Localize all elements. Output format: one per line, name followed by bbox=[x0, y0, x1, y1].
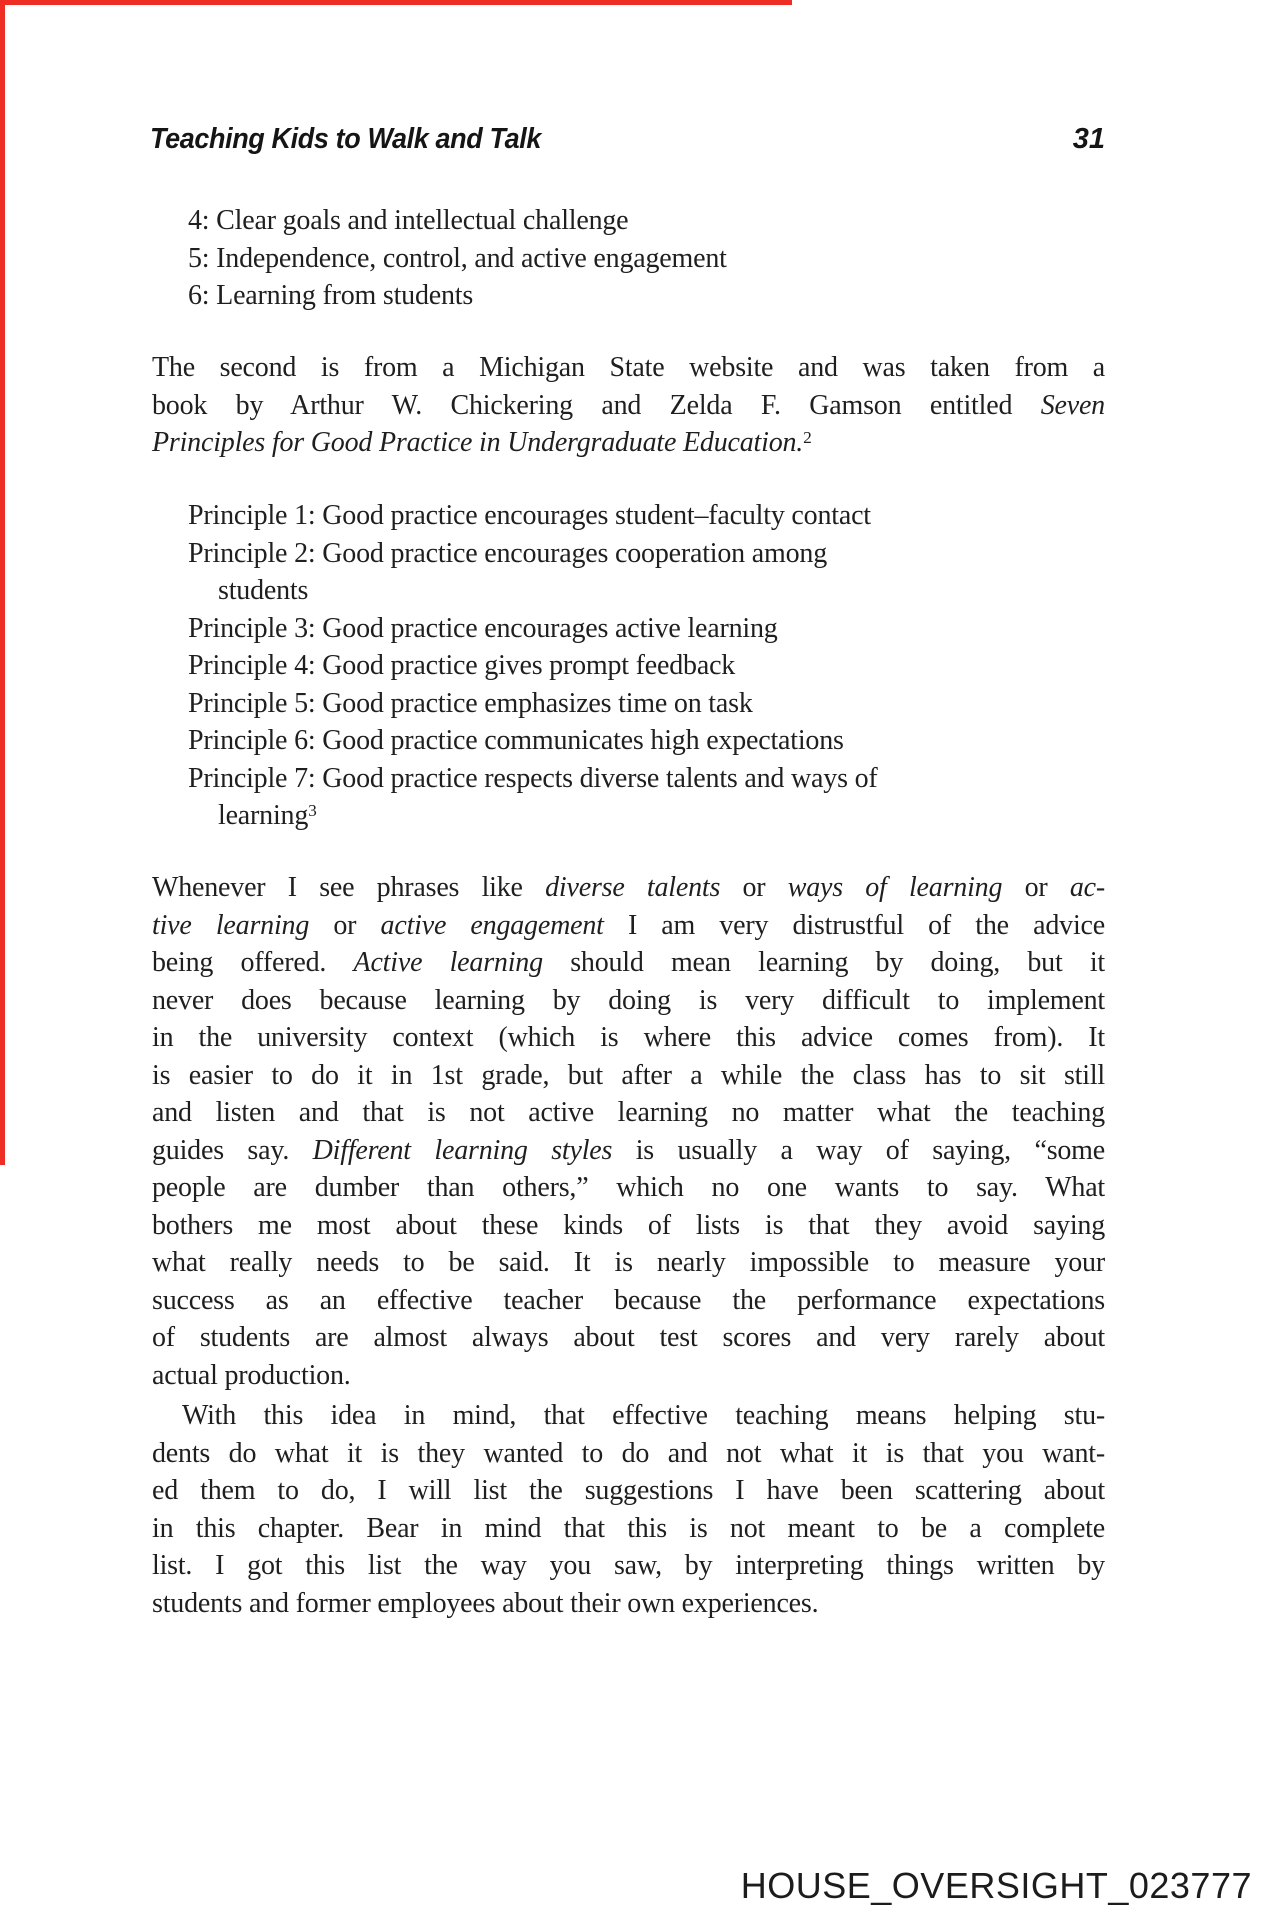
text-line bbox=[188, 202, 1105, 240]
footnote-reference: 3 bbox=[308, 801, 317, 821]
closing-para bbox=[152, 1397, 1105, 1622]
text-segment: dents do what it is they wanted to do and not what it is that you want- bbox=[152, 1437, 1105, 1469]
text-segment: 6: Learning from students bbox=[188, 280, 474, 311]
text-line bbox=[152, 1057, 1105, 1095]
text-line bbox=[152, 349, 1105, 387]
text-segment: Principle 2: Good practice encourages cooperation among bbox=[188, 537, 827, 569]
scan-border-left-line bbox=[0, 0, 5, 1165]
text-segment: active engagement bbox=[380, 909, 604, 941]
text-segment: is usually a way of saying, “some bbox=[612, 1134, 1105, 1166]
text-segment: what really needs to be said. It is nearly impossible to measure your bbox=[152, 1247, 1105, 1278]
text-segment: With this idea in mind, that effective teaching means helping stu- bbox=[182, 1400, 1105, 1431]
text-line bbox=[152, 1319, 1105, 1357]
text-line bbox=[152, 1132, 1105, 1170]
text-segment: Principle 5: Good practice emphasizes time on task bbox=[188, 687, 753, 719]
text-segment: guides say. bbox=[152, 1134, 313, 1166]
text-line bbox=[152, 1397, 1105, 1435]
book-title: Teaching Kids to Walk and Talk bbox=[150, 123, 541, 155]
text-line bbox=[152, 1094, 1105, 1132]
text-line bbox=[152, 869, 1105, 907]
text-line bbox=[188, 535, 1105, 573]
text-line bbox=[188, 240, 1105, 278]
running-head bbox=[150, 122, 1105, 156]
text-segment: tive learning bbox=[152, 909, 310, 941]
text-line bbox=[152, 1169, 1105, 1207]
text-line bbox=[188, 722, 1105, 760]
text-segment: The second is from a Michigan State website and was taken from a bbox=[152, 352, 1105, 383]
text-segment: Principle 1: Good practice encourages student–faculty contact bbox=[188, 500, 871, 531]
text-segment: students and former employees about their own experiences. bbox=[152, 1587, 819, 1619]
text-segment: students bbox=[218, 575, 309, 606]
text-line bbox=[152, 387, 1105, 425]
text-segment: Seven bbox=[1040, 389, 1105, 421]
text-line bbox=[152, 424, 1105, 465]
text-segment: Principle 6: Good practice communicates high expectations bbox=[188, 725, 844, 756]
text-segment: or bbox=[309, 909, 381, 941]
text-segment: in this chapter. Bear in mind that this is not meant to be a complete bbox=[152, 1512, 1105, 1544]
text-line bbox=[188, 797, 1105, 838]
text-line bbox=[152, 944, 1105, 982]
principles-list bbox=[188, 497, 1105, 838]
goals-list bbox=[188, 202, 1105, 315]
text-line bbox=[152, 1510, 1105, 1548]
text-segment: 5: Independence, control, and active engagement bbox=[188, 242, 727, 274]
text-line bbox=[152, 1019, 1105, 1057]
text-segment: learning bbox=[218, 800, 309, 831]
text-line bbox=[152, 1357, 1105, 1395]
text-line bbox=[188, 572, 1105, 610]
text-segment: I am very distrustful of the advice bbox=[603, 909, 1105, 941]
text-segment: book by Arthur W. Chickering and Zelda F. Gamson entitled bbox=[152, 389, 1041, 421]
text-segment: is easier to do it in 1st grade, but after a while the class has to sit still bbox=[152, 1059, 1105, 1091]
text-line bbox=[152, 1435, 1105, 1473]
footnote-reference: 2 bbox=[803, 428, 812, 448]
text-segment: Whenever I see phrases like bbox=[152, 872, 546, 903]
text-segment: being offered. bbox=[152, 947, 354, 978]
text-line bbox=[188, 760, 1105, 798]
text-segment: actual production. bbox=[152, 1359, 351, 1391]
text-line bbox=[152, 1207, 1105, 1245]
text-segment: list. I got this list the way you saw, by interpreting things written by bbox=[152, 1550, 1105, 1581]
text-line bbox=[152, 982, 1105, 1020]
page-number: 31 bbox=[1072, 123, 1105, 155]
commentary-para bbox=[152, 869, 1105, 1394]
text-segment: and listen and that is not active learning no matter what the teaching bbox=[152, 1097, 1105, 1128]
text-segment: Active learning bbox=[353, 947, 543, 978]
intro-para bbox=[152, 349, 1105, 465]
text-line bbox=[152, 1282, 1105, 1320]
text-line bbox=[188, 497, 1105, 535]
text-line bbox=[152, 1244, 1105, 1282]
scan-border-top-line bbox=[0, 0, 792, 5]
text-segment: ac- bbox=[1069, 872, 1105, 903]
bates-stamp: HOUSE_OVERSIGHT_023777 bbox=[740, 1865, 1252, 1906]
text-segment: or bbox=[720, 872, 788, 903]
text-segment: in the university context (which is where this advice comes from). It bbox=[152, 1022, 1105, 1053]
text-line bbox=[152, 1547, 1105, 1585]
text-line bbox=[152, 907, 1105, 945]
text-line bbox=[188, 685, 1105, 723]
text-segment: Principle 3: Good practice encourages active learning bbox=[188, 612, 778, 644]
text-segment: ed them to do, I will list the suggestions I have been scattering about bbox=[152, 1475, 1105, 1506]
text-segment: success as an effective teacher because the performance expectations bbox=[152, 1284, 1105, 1316]
text-segment: Principle 4: Good practice gives prompt feedback bbox=[188, 650, 736, 681]
text-segment: 4: Clear goals and intellectual challenge bbox=[188, 205, 629, 236]
text-line bbox=[152, 1472, 1105, 1510]
text-line bbox=[188, 647, 1105, 685]
text-segment: of students are almost always about test scores and very rarely about bbox=[152, 1322, 1105, 1353]
text-segment: Principles for Good Practice in Undergraduate Education. bbox=[152, 427, 804, 458]
text-segment: or bbox=[1002, 872, 1070, 903]
text-segment: bothers me most about these kinds of lists is that they avoid saying bbox=[152, 1209, 1105, 1241]
text-segment: diverse talents bbox=[545, 872, 721, 903]
text-segment: should mean learning by doing, but it bbox=[542, 947, 1105, 978]
text-line bbox=[188, 277, 1105, 315]
text-segment: people are dumber than others,” which no one wants to say. What bbox=[152, 1172, 1105, 1203]
text-line bbox=[188, 610, 1105, 648]
text-segment: ways of learning bbox=[787, 872, 1003, 903]
text-segment: Different learning styles bbox=[312, 1134, 613, 1166]
text-segment: never does because learning by doing is very difficult to implement bbox=[152, 984, 1105, 1016]
text-line bbox=[152, 1585, 1105, 1623]
text-segment: Principle 7: Good practice respects diverse talents and ways of bbox=[188, 762, 878, 794]
